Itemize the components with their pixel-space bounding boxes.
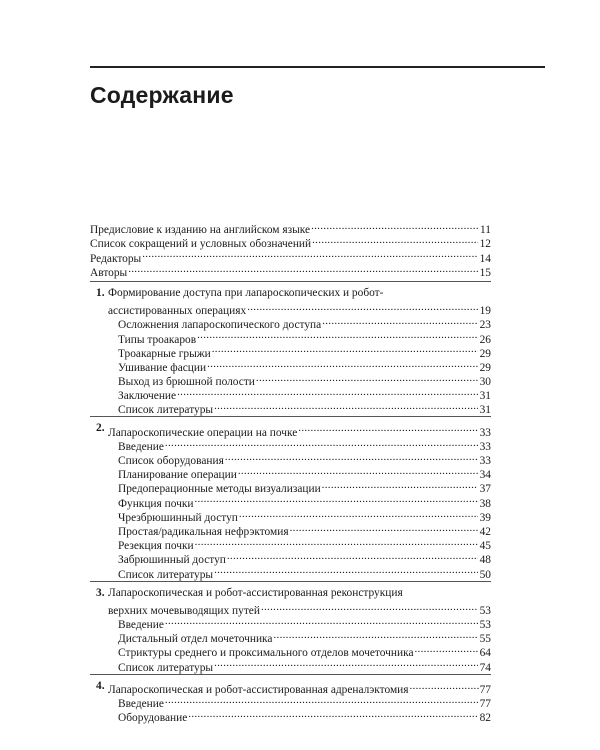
toc-section[interactable]: Планирование операции ..... 34 xyxy=(90,464,491,478)
chapter-heading[interactable] xyxy=(90,679,491,696)
toc-section[interactable]: Заключение ..... 31 xyxy=(90,385,491,399)
toc-section[interactable]: Список оборудования ..... 33 xyxy=(90,450,491,464)
chapter-1 xyxy=(90,281,491,417)
chapter-page: 77 xyxy=(479,683,491,696)
toc-section[interactable]: Предоперационные методы визуализации ..... 37 xyxy=(90,478,491,492)
chapter-title: Формирование доступа при лапароскопических и робот- xyxy=(108,286,384,299)
chapter-number: 3. xyxy=(96,586,105,599)
chapter-title: Лапароскопическая и робот-ассистированная реконструкция xyxy=(108,586,403,599)
toc-section[interactable]: Типы троакаров ..... 26 xyxy=(90,328,491,342)
chapter-heading[interactable] xyxy=(90,421,491,439)
chapter-3 xyxy=(90,581,491,674)
chapter-title: Лапароскопическая и робот-ассистированная адреналэктомия xyxy=(108,683,409,696)
chapter-title: Лапароскопические операции на почке xyxy=(108,426,298,439)
toc-section[interactable]: Чрезбрюшинный доступ ..... 39 xyxy=(90,507,491,521)
toc-section[interactable]: Осложнения лапароскопического доступа ..... 23 xyxy=(90,314,491,328)
chapter-number: 4. xyxy=(96,679,105,692)
toc-section[interactable]: Оборудование ..... 82 xyxy=(90,707,491,721)
toc-entry-authors[interactable]: Авторы ..... 15 xyxy=(90,262,491,276)
chapter-page: 19 xyxy=(479,305,491,318)
toc-section[interactable]: Резекция почки ..... 45 xyxy=(90,535,491,549)
toc-section[interactable]: Стриктуры среднего и проксимального отделов мочеточника ..... 64 xyxy=(90,642,491,656)
chapter-heading[interactable] xyxy=(90,286,491,300)
chapter-page: 53 xyxy=(479,604,491,617)
toc-section[interactable]: Список литературы ..... 31 xyxy=(90,399,491,413)
chapter-heading[interactable] xyxy=(90,586,491,600)
chapter-number: 2. xyxy=(96,422,105,435)
toc-section[interactable]: Введение ..... 77 xyxy=(90,693,491,707)
toc-section[interactable]: Ушивание фасции ..... 29 xyxy=(90,357,491,371)
chapter-number: 1. xyxy=(96,286,105,299)
chapter-heading-continued[interactable]: верхних мочевыводящих путей ..... 53 xyxy=(90,600,491,614)
toc-section[interactable]: Введение ..... 33 xyxy=(90,436,491,450)
chapter-2 xyxy=(90,416,491,581)
toc-section[interactable]: Список литературы ..... 50 xyxy=(90,563,491,577)
toc-section[interactable]: Простая/радикальная нефрэктомия ..... 42 xyxy=(90,521,491,535)
toc-section[interactable]: Список литературы ..... 74 xyxy=(90,656,491,670)
table-of-contents xyxy=(90,219,491,725)
toc-section[interactable]: Введение ..... 53 xyxy=(90,614,491,628)
toc-entry-abbreviations[interactable]: Список сокращений и условных обозначений ..... 12 xyxy=(90,233,491,247)
toc-section[interactable]: Выход из брюшной полости ..... 30 xyxy=(90,371,491,385)
toc-entry-preface[interactable]: Предисловие к изданию на английском языке ..... 11 xyxy=(90,219,491,233)
toc-section[interactable]: Забрюшинный доступ ..... 48 xyxy=(90,549,491,563)
chapter-heading-continued[interactable]: ассистированных операциях ..... 19 xyxy=(90,300,491,314)
toc-section[interactable]: Троакарные грыжи ..... 29 xyxy=(90,343,491,357)
chapter-4 xyxy=(90,674,491,725)
toc-section[interactable]: Дистальный отдел мочеточника ..... 55 xyxy=(90,628,491,642)
toc-section[interactable]: Функция почки ..... 38 xyxy=(90,492,491,506)
page-title: Содержание xyxy=(90,82,234,108)
chapter-page: 33 xyxy=(479,426,491,439)
toc-entry-editors[interactable]: Редакторы ..... 14 xyxy=(90,247,491,261)
top-rule xyxy=(90,66,545,68)
